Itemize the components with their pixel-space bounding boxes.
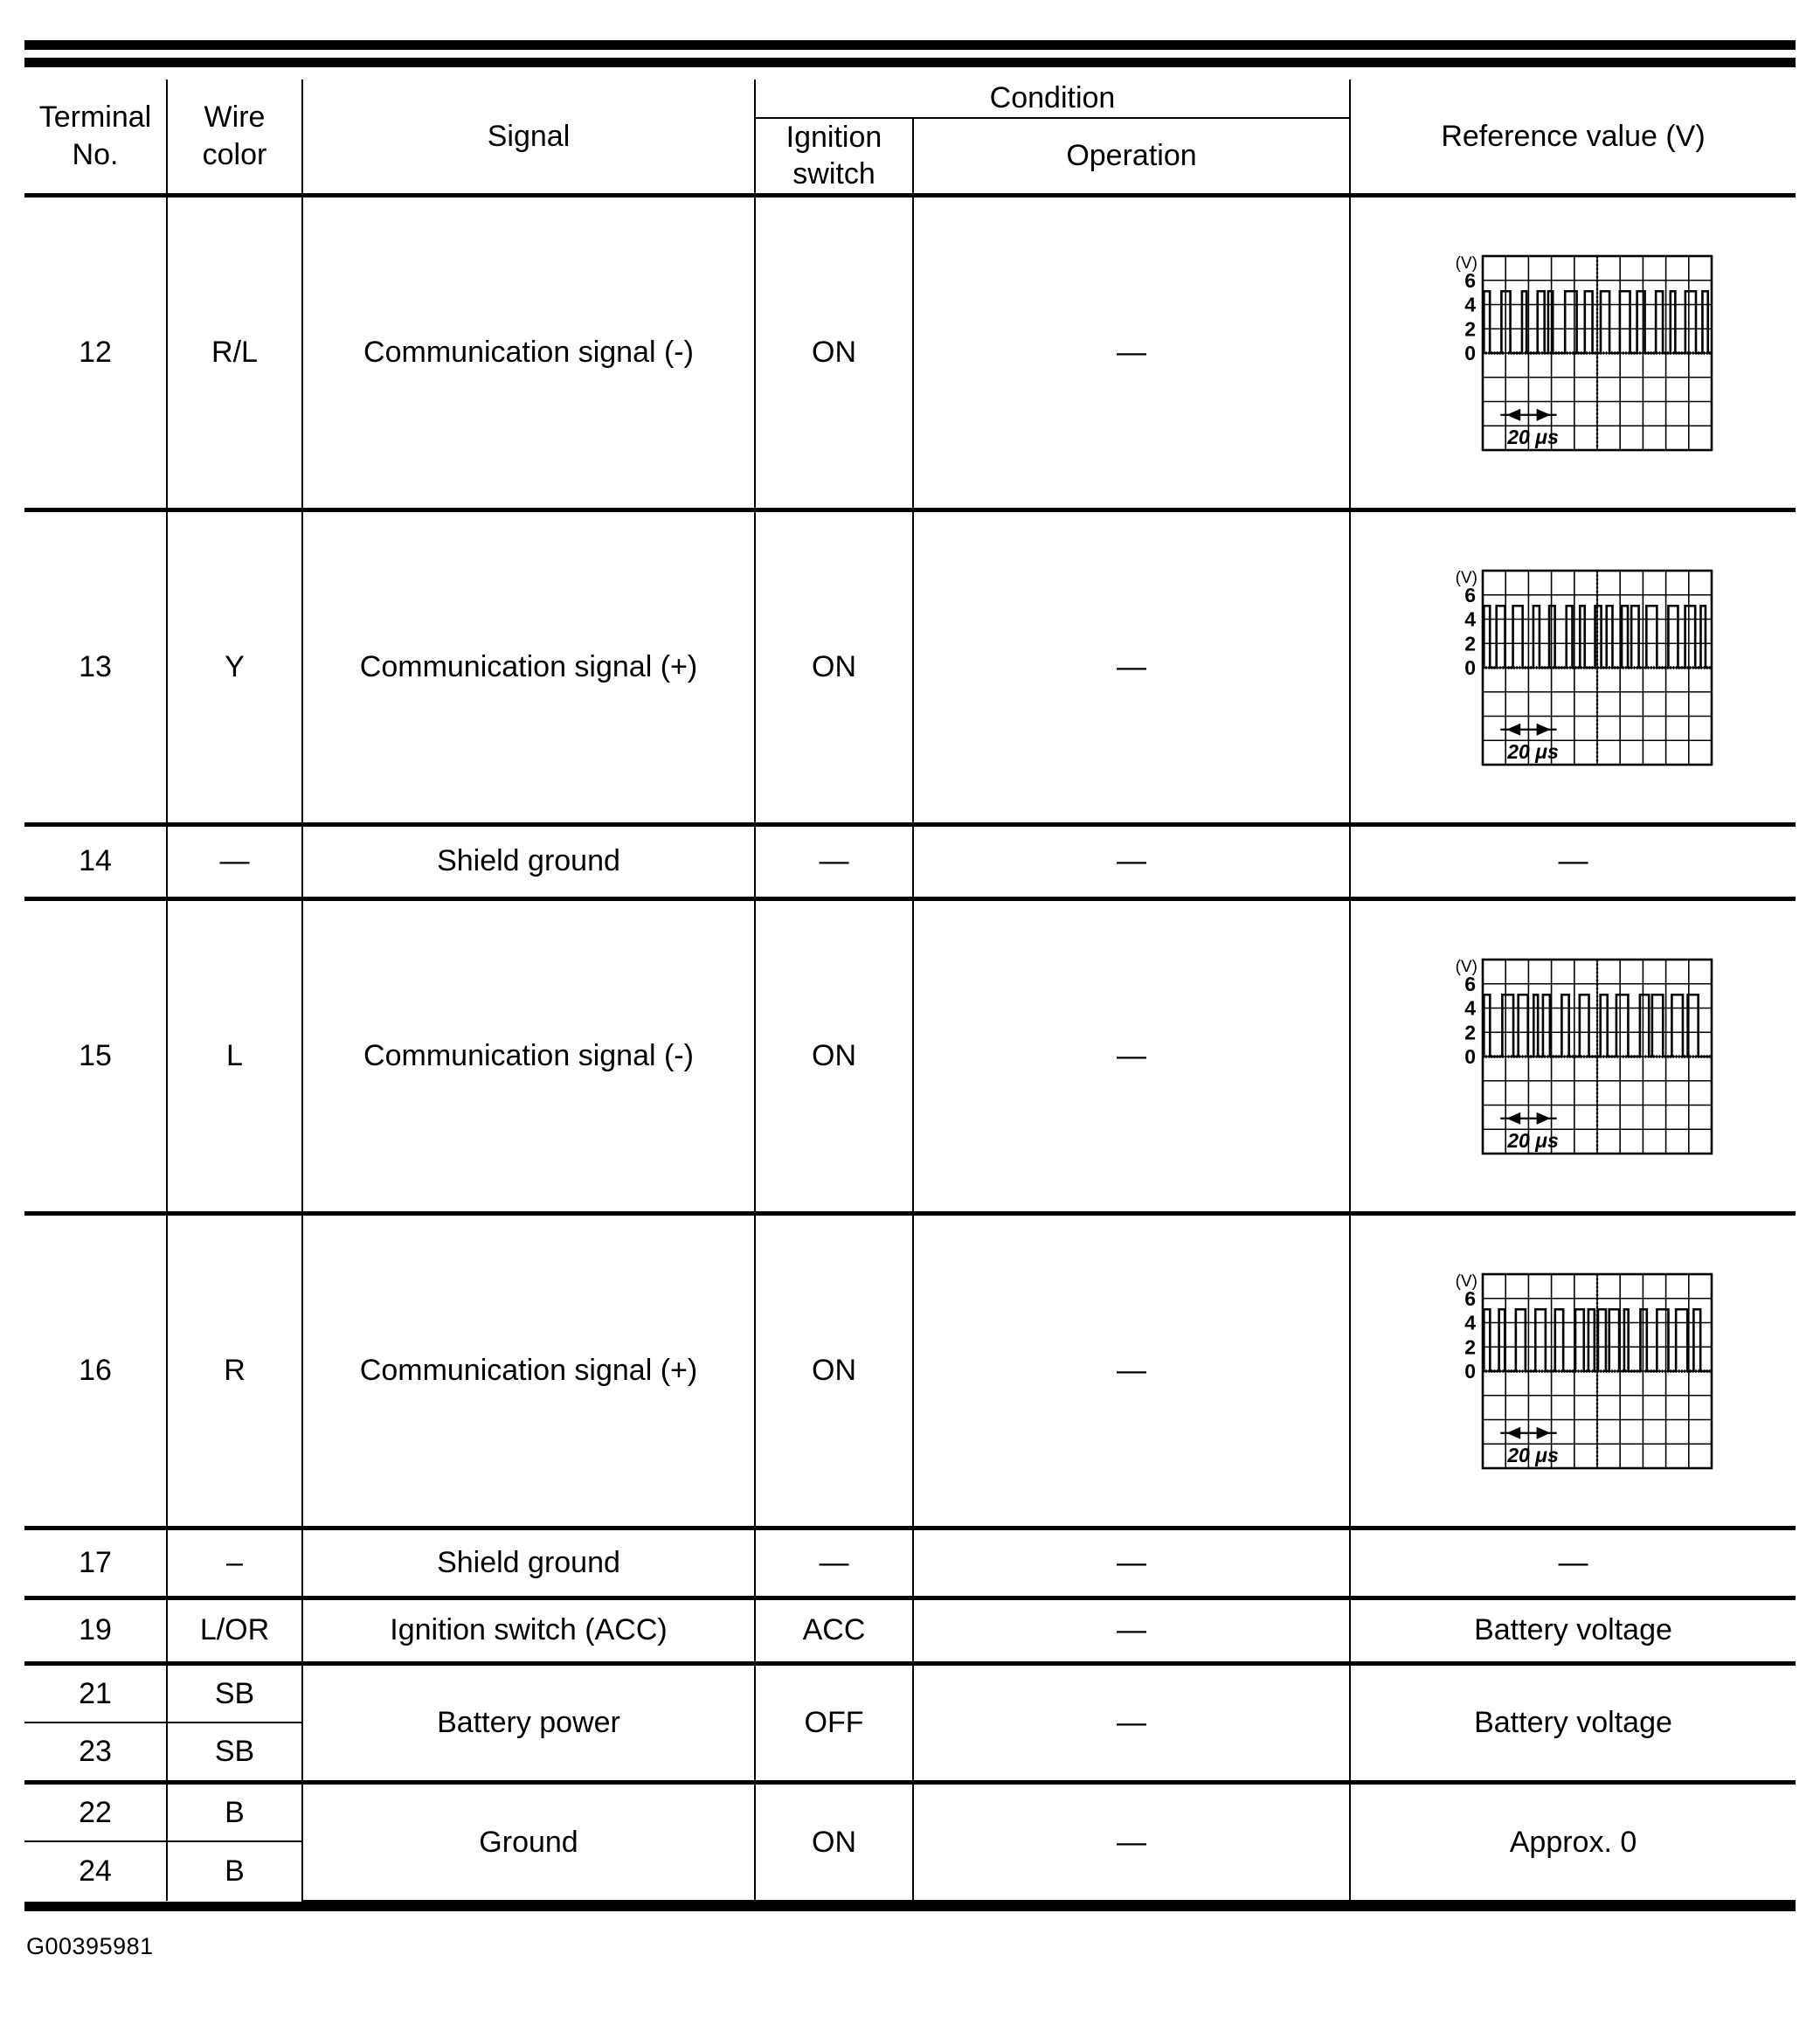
table-row xyxy=(24,195,1796,509)
waveform-terminal-13 xyxy=(1434,564,1713,770)
cell-reference-value: Battery voltage xyxy=(1350,1598,1796,1663)
svg-text:(V): (V) xyxy=(1455,569,1477,587)
header-ignition-switch-line2: switch xyxy=(792,157,875,191)
svg-text:20 μs: 20 μs xyxy=(1506,1129,1559,1153)
cell-reference-value: — xyxy=(1350,824,1796,898)
cell-operation: — xyxy=(913,1663,1350,1782)
svg-text:6: 6 xyxy=(1464,972,1476,995)
cell-wire-color: L xyxy=(167,898,302,1213)
header-terminal-no-line2: No. xyxy=(72,137,119,171)
cell-terminal-no: 19 xyxy=(24,1598,167,1663)
cell-operation: — xyxy=(913,195,1350,509)
cell-wire-color: – xyxy=(167,1528,302,1598)
cell-wire-color: R/L xyxy=(167,195,302,509)
table-header-row-1 xyxy=(24,80,1796,118)
svg-text:2: 2 xyxy=(1464,1335,1476,1359)
cell-signal: Ground xyxy=(302,1782,755,1901)
table-row xyxy=(24,1528,1796,1598)
svg-text:0: 0 xyxy=(1464,656,1476,679)
waveform-terminal-12 xyxy=(1434,249,1713,455)
cell-ignition-switch: ON xyxy=(755,1782,913,1901)
svg-text:(V): (V) xyxy=(1455,254,1477,273)
cell-terminal-no: 15 xyxy=(24,898,167,1213)
cell-operation: — xyxy=(913,1528,1350,1598)
cell-signal: Communication signal (-) xyxy=(302,195,755,509)
cell-ignition-switch: OFF xyxy=(755,1663,913,1782)
cell-terminal-no: 21 xyxy=(24,1663,167,1722)
cell-operation: — xyxy=(913,898,1350,1213)
svg-text:4: 4 xyxy=(1464,607,1476,631)
header-reference-value: Reference value (V) xyxy=(1350,80,1796,195)
header-terminal-no-line1: Terminal xyxy=(38,101,152,135)
top-double-rule xyxy=(24,40,1796,67)
header-wire-color xyxy=(167,80,302,195)
svg-text:4: 4 xyxy=(1464,293,1476,316)
cell-terminal-no: 12 xyxy=(24,195,167,509)
cell-wire-color: R xyxy=(167,1213,302,1528)
cell-reference-value xyxy=(1350,509,1796,824)
table-row xyxy=(24,898,1796,1213)
cell-terminal-no: 22 xyxy=(24,1782,167,1841)
svg-text:2: 2 xyxy=(1464,317,1476,341)
terminal-spec-table xyxy=(24,80,1796,1902)
cell-reference-value xyxy=(1350,195,1796,509)
cell-terminal-no: 17 xyxy=(24,1528,167,1598)
cell-ignition-switch: ON xyxy=(755,509,913,824)
cell-reference-value: Approx. 0 xyxy=(1350,1782,1796,1901)
cell-terminal-no: 16 xyxy=(24,1213,167,1528)
cell-reference-value: — xyxy=(1350,1528,1796,1598)
svg-text:20 μs: 20 μs xyxy=(1506,426,1559,449)
cell-signal: Communication signal (-) xyxy=(302,898,755,1213)
header-operation: Operation xyxy=(913,118,1350,196)
svg-text:2: 2 xyxy=(1464,1021,1476,1044)
cell-operation: — xyxy=(913,1782,1350,1901)
waveform-terminal-16 xyxy=(1434,1267,1713,1473)
cell-terminal-no: 14 xyxy=(24,824,167,898)
cell-signal: Shield ground xyxy=(302,824,755,898)
cell-operation: — xyxy=(913,1213,1350,1528)
cell-wire-color: — xyxy=(167,824,302,898)
svg-text:20 μs: 20 μs xyxy=(1506,1444,1559,1467)
svg-text:6: 6 xyxy=(1464,583,1476,607)
header-wire-color-line2: color xyxy=(202,137,267,171)
cell-wire-color: Y xyxy=(167,509,302,824)
cell-signal: Ignition switch (ACC) xyxy=(302,1598,755,1663)
cell-terminal-no: 13 xyxy=(24,509,167,824)
cell-terminal-no: 23 xyxy=(24,1722,167,1782)
svg-text:4: 4 xyxy=(1464,996,1476,1020)
cell-operation: — xyxy=(913,1598,1350,1663)
figure-code: G00395981 xyxy=(26,1933,154,1959)
svg-text:6: 6 xyxy=(1464,1286,1476,1310)
header-ignition-switch xyxy=(755,118,913,196)
cell-ignition-switch: ACC xyxy=(755,1598,913,1663)
cell-ignition-switch: ON xyxy=(755,195,913,509)
cell-ignition-switch: ON xyxy=(755,1213,913,1528)
cell-operation: — xyxy=(913,509,1350,824)
table-row xyxy=(24,509,1796,824)
cell-wire-color: B xyxy=(167,1782,302,1841)
table-row xyxy=(24,824,1796,898)
header-terminal-no xyxy=(24,80,167,195)
header-ignition-switch-line1: Ignition xyxy=(785,120,882,154)
cell-terminal-no: 24 xyxy=(24,1841,167,1901)
header-condition: Condition xyxy=(755,80,1350,118)
svg-text:(V): (V) xyxy=(1455,958,1477,976)
cell-ignition-switch: — xyxy=(755,824,913,898)
waveform-terminal-15 xyxy=(1434,953,1713,1159)
cell-wire-color: SB xyxy=(167,1722,302,1782)
svg-text:2: 2 xyxy=(1464,632,1476,655)
svg-text:6: 6 xyxy=(1464,268,1476,292)
svg-text:0: 0 xyxy=(1464,1360,1476,1383)
cell-operation: — xyxy=(913,824,1350,898)
table-row xyxy=(24,1663,1796,1722)
svg-text:0: 0 xyxy=(1464,342,1476,364)
cell-wire-color: SB xyxy=(167,1663,302,1722)
cell-signal: Shield ground xyxy=(302,1528,755,1598)
cell-wire-color: B xyxy=(167,1841,302,1901)
header-signal: Signal xyxy=(302,80,755,195)
table-row xyxy=(24,1598,1796,1663)
cell-ignition-switch: — xyxy=(755,1528,913,1598)
cell-ignition-switch: ON xyxy=(755,898,913,1213)
bottom-rule xyxy=(24,1902,1796,1911)
table-row xyxy=(24,1213,1796,1528)
svg-text:20 μs: 20 μs xyxy=(1506,740,1559,764)
cell-wire-color: L/OR xyxy=(167,1598,302,1663)
cell-signal: Communication signal (+) xyxy=(302,1213,755,1528)
svg-text:0: 0 xyxy=(1464,1045,1476,1068)
cell-reference-value: Battery voltage xyxy=(1350,1663,1796,1782)
svg-text:(V): (V) xyxy=(1455,1272,1477,1291)
svg-text:4: 4 xyxy=(1464,1311,1476,1334)
header-wire-color-line1: Wire xyxy=(204,101,266,135)
cell-reference-value xyxy=(1350,898,1796,1213)
cell-signal: Communication signal (+) xyxy=(302,509,755,824)
cell-reference-value xyxy=(1350,1213,1796,1528)
cell-signal: Battery power xyxy=(302,1663,755,1782)
table-row xyxy=(24,1782,1796,1841)
